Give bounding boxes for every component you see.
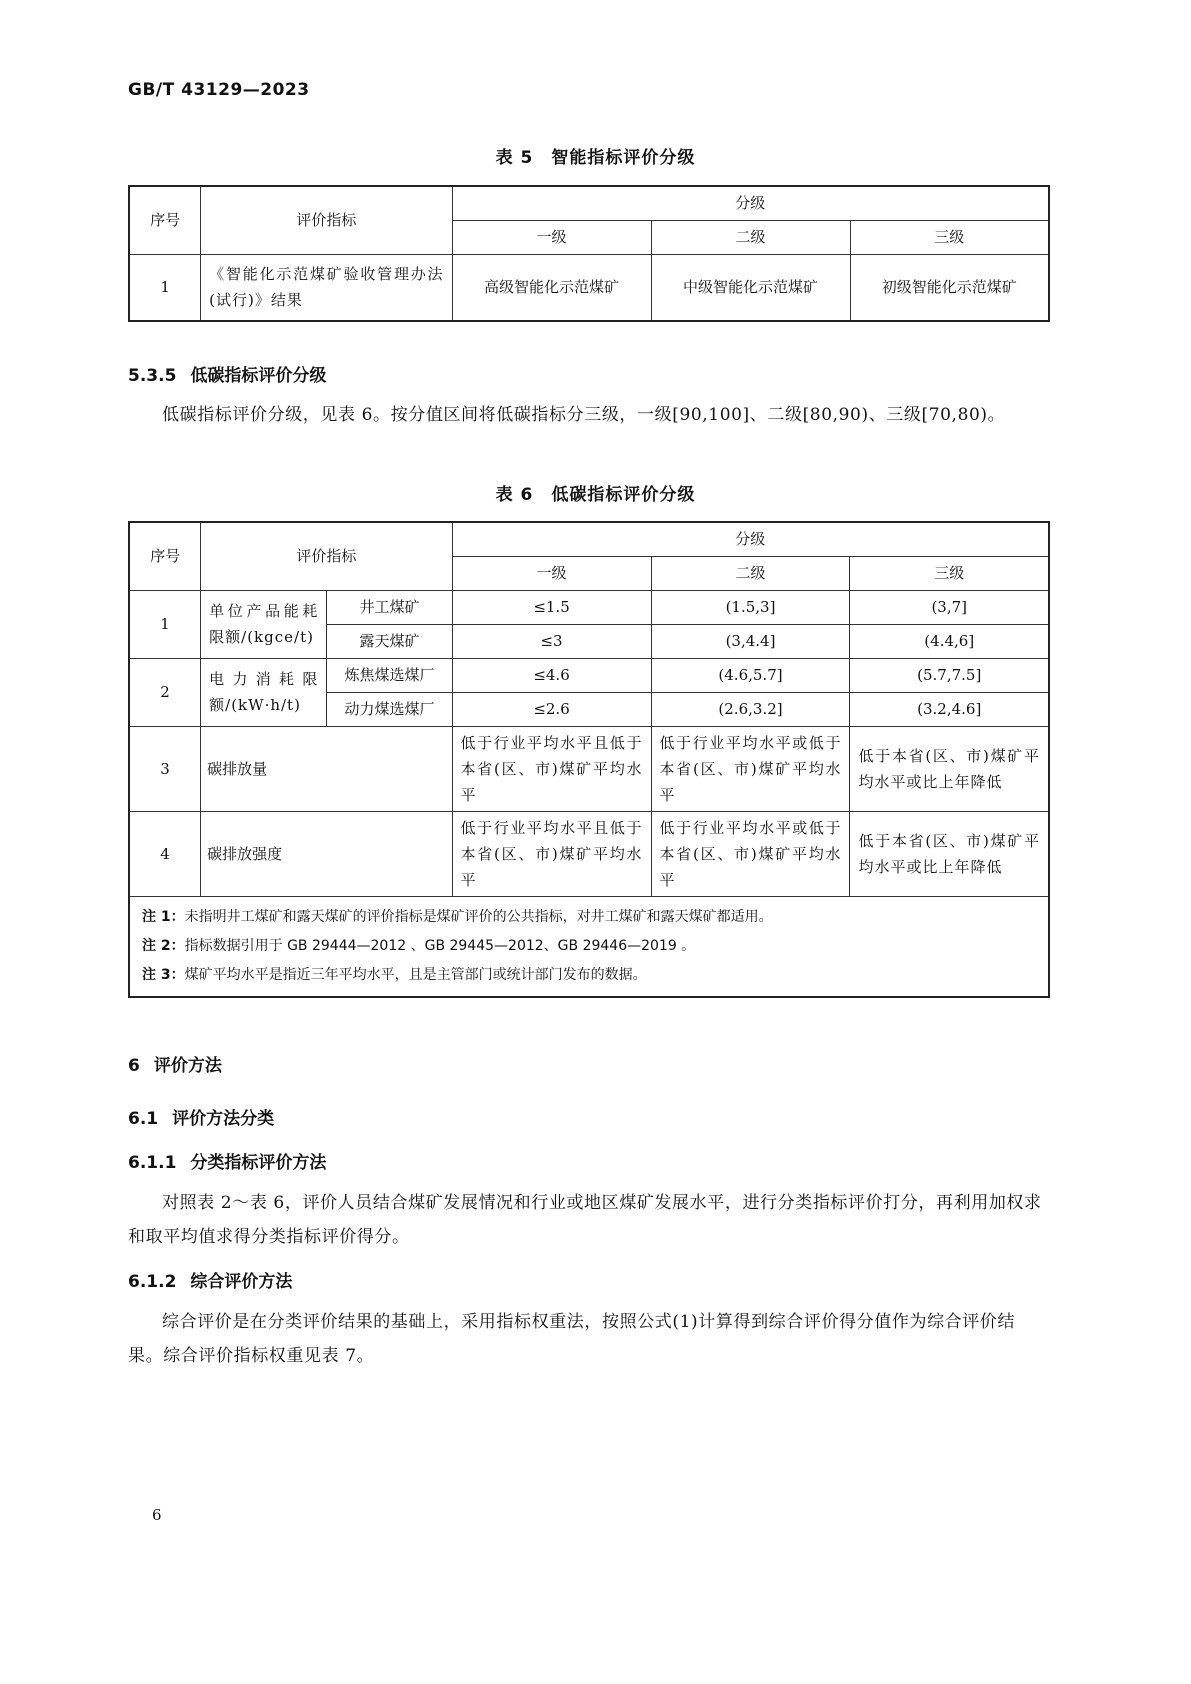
table5-row-lv3: 初级智能化示范煤矿: [850, 254, 1049, 321]
table5-head-indicator: 评价指标: [201, 186, 452, 254]
table6-r2-indicator: 电力消耗限额/(kW·h/t): [201, 658, 327, 726]
table6-r2a-lv1: ≤4.6: [452, 658, 651, 692]
table6-head-grading: 分级: [452, 522, 1049, 556]
table6-r2b-lv1: ≤2.6: [452, 692, 651, 726]
note-1-label: 注 1：: [142, 908, 185, 925]
table6-head-lv1: 一级: [452, 556, 651, 590]
table6-r1b-lv3: (4.4,6]: [850, 624, 1049, 658]
table6-r1b-sub: 露天煤矿: [327, 624, 452, 658]
table-row: [129, 726, 1049, 811]
table6-r3-seq: 3: [129, 726, 201, 811]
table5-head-lv3: 三级: [850, 220, 1049, 254]
section-number: 5.3.5: [128, 366, 177, 386]
table5: [128, 185, 1050, 322]
table6-r2a-lv3: (5.7,7.5]: [850, 658, 1049, 692]
table6-r2a-sub: 炼焦煤选煤厂: [327, 658, 452, 692]
table5-head-lv2: 二级: [651, 220, 850, 254]
note-2-label: 注 2：: [142, 937, 185, 954]
note-2: [142, 932, 1036, 961]
section-6-1-heading: [128, 1104, 274, 1129]
note-3: [142, 961, 1036, 990]
table6-r4-lv3: 低于本省(区、市)煤矿平均水平或比上年降低: [850, 811, 1049, 896]
note-1: [142, 903, 1036, 932]
table-row: [129, 658, 1049, 692]
section-number: 6.1: [128, 1109, 159, 1129]
table6-r3-indicator: 碳排放量: [201, 726, 452, 811]
note-3-label: 注 3：: [142, 966, 185, 983]
section-6-1-2-paragraph: 综合评价是在分类评价结果的基础上，采用指标权重法，按照公式(1)计算得到综合评价得分值作为综合评价结果。综合评价指标权重见表 7。: [128, 1312, 1016, 1366]
section-title: 综合评价方法: [190, 1272, 293, 1292]
table6-r3-lv1: 低于行业平均水平且低于本省(区、市)煤矿平均水平: [452, 726, 651, 811]
table6-r1a-lv2: (1.5,3]: [651, 590, 850, 624]
table6-r4-lv2: 低于行业平均水平或低于本省(区、市)煤矿平均水平: [651, 811, 850, 896]
note-2-text: 指标数据引用于 GB 29444—2012 、GB 29445—2012、GB 29446—2019 。: [184, 937, 696, 954]
table-row: [129, 811, 1049, 896]
table5-row-lv2: 中级智能化示范煤矿: [651, 254, 850, 321]
table6-r2b-lv3: (3.2,4.6]: [850, 692, 1049, 726]
table6-r1a-lv1: ≤1.5: [452, 590, 651, 624]
section-5-3-5-heading: [128, 361, 326, 386]
table6-r2b-sub: 动力煤选煤厂: [327, 692, 452, 726]
table6-r4-indicator: 碳排放强度: [201, 811, 452, 896]
table5-head-seq: 序号: [129, 186, 201, 254]
section-5-3-5-paragraph: 低碳指标评价分级，见表 6。按分值区间将低碳指标分三级，一级[90,100]、二级[80,90)、三级[70,80)。: [162, 405, 1006, 425]
table6-r3-lv3: 低于本省(区、市)煤矿平均水平或比上年降低: [850, 726, 1049, 811]
section-number: 6.1.2: [128, 1272, 177, 1292]
section-number: 6: [128, 1056, 140, 1076]
page-number: 6: [152, 1506, 162, 1524]
table6-r4-seq: 4: [129, 811, 201, 896]
table6-head-lv3: 三级: [850, 556, 1049, 590]
note-1-text: 未指明井工煤矿和露天煤矿的评价指标是煤矿评价的公共指标，对井工煤矿和露天煤矿都适用。: [184, 908, 773, 925]
table5-caption: 表 5 智能指标评价分级: [495, 148, 696, 168]
table6-r1-indicator: 单位产品能耗限额/(kgce/t): [201, 590, 327, 658]
table-row: [129, 590, 1049, 624]
section-6-1-1-paragraph: 对照表 2～表 6，评价人员结合煤矿发展情况和行业或地区煤矿发展水平，进行分类指标评价打分，再利用加权求和取平均值求得分类指标评价得分。: [128, 1193, 1042, 1247]
table6-r1a-lv3: (3,7]: [850, 590, 1049, 624]
table6-head-seq: 序号: [129, 522, 201, 590]
table6-head-lv2: 二级: [651, 556, 850, 590]
section-title: 评价方法: [153, 1056, 222, 1076]
table5-row-seq: 1: [129, 254, 201, 321]
section-6-1-2-heading: [128, 1267, 292, 1292]
table6-r1b-lv2: (3,4.4]: [651, 624, 850, 658]
table6-r3-lv2: 低于行业平均水平或低于本省(区、市)煤矿平均水平: [651, 726, 850, 811]
table6-r2a-lv2: (4.6,5.7]: [651, 658, 850, 692]
table6-r1a-sub: 井工煤矿: [327, 590, 452, 624]
table6-caption: 表 6 低碳指标评价分级: [495, 485, 696, 505]
table6-r2b-lv2: (2.6,3.2]: [651, 692, 850, 726]
table5-row-indicator: 《智能化示范煤矿验收管理办法(试行)》结果: [201, 254, 452, 321]
standard-number: GB/T 43129—2023: [128, 80, 310, 100]
section-title: 低碳指标评价分级: [190, 366, 327, 386]
table6-r1b-lv1: ≤3: [452, 624, 651, 658]
table6-r4-lv1: 低于行业平均水平且低于本省(区、市)煤矿平均水平: [452, 811, 651, 896]
table5-row-lv1: 高级智能化示范煤矿: [452, 254, 651, 321]
table6-head-indicator: 评价指标: [201, 522, 452, 590]
table6-r2-seq: 2: [129, 658, 201, 726]
section-number: 6.1.1: [128, 1153, 177, 1173]
table5-head-lv1: 一级: [452, 220, 651, 254]
section-title: 分类指标评价方法: [190, 1153, 327, 1173]
section-6-heading: [128, 1051, 222, 1076]
table6: [128, 521, 1050, 998]
note-3-text: 煤矿平均水平是指近三年平均水平，且是主管部门或统计部门发布的数据。: [184, 966, 647, 983]
table6-notes: [129, 896, 1049, 997]
table6-notes-row: [129, 896, 1049, 997]
section-6-1-1-heading: [128, 1148, 326, 1173]
table5-head-grading: 分级: [452, 186, 1049, 220]
section-title: 评价方法分类: [172, 1109, 275, 1129]
table6-r1-seq: 1: [129, 590, 201, 658]
